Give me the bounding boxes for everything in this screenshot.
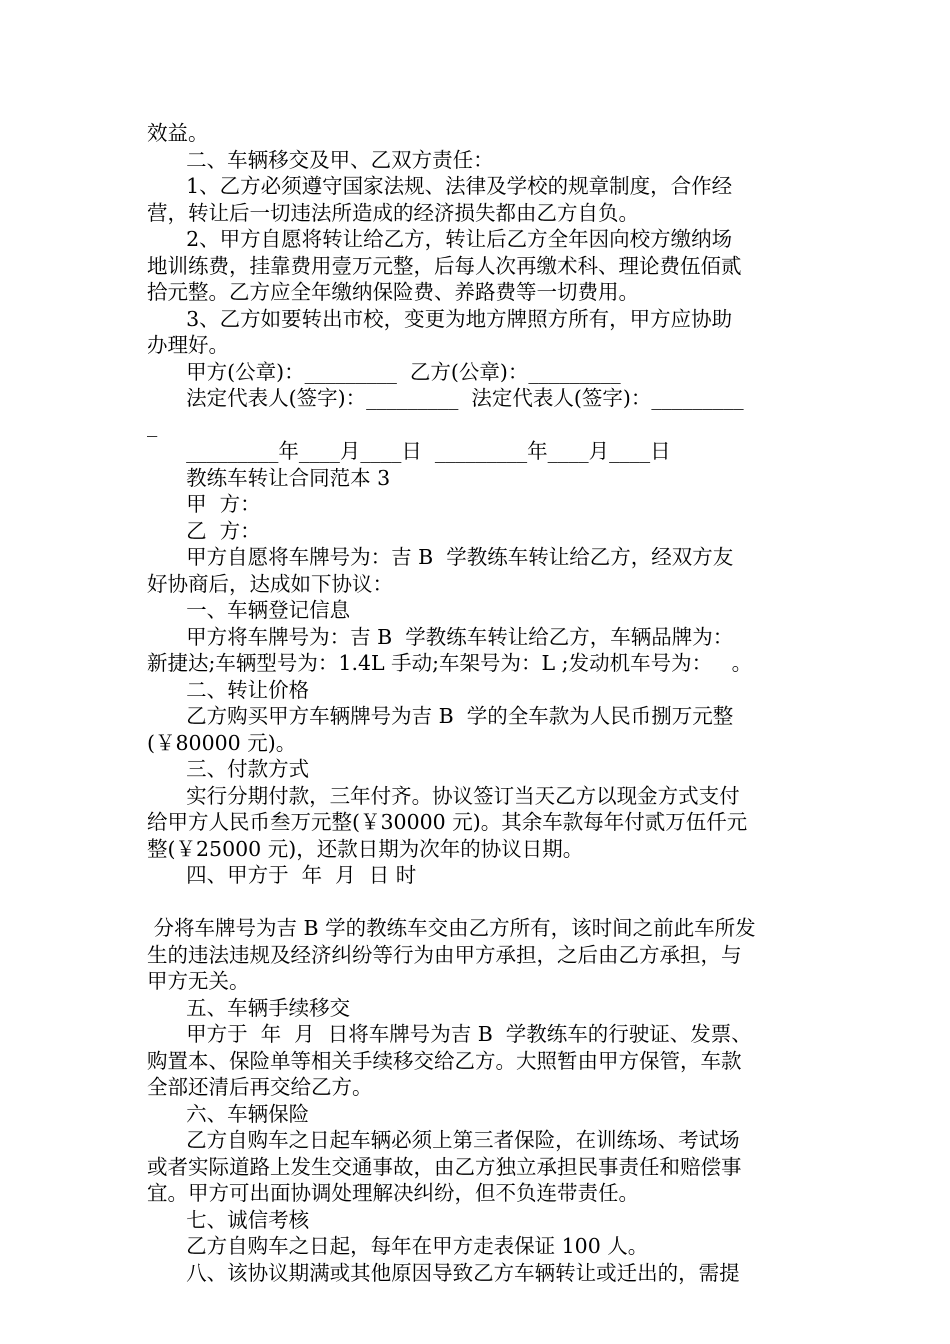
text-line: 营，转让后一切违法所造成的经济损失都由乙方自负。 <box>147 200 639 225</box>
text-line: 甲方自愿将车牌号为：吉 B 学教练车转让给乙方，经双方友 <box>147 545 734 569</box>
text-line: 好协商后，达成如下协议： <box>147 571 393 596</box>
party-a-line: 甲 方： <box>147 492 261 516</box>
text-line: 效益。 <box>147 121 209 145</box>
text-line: 甲方将车牌号为：吉 B 学教练车转让给乙方，车辆品牌为： <box>147 624 734 649</box>
text-line: 全部还清后再交给乙方。 <box>147 1075 373 1099</box>
section-heading: 二、车辆移交及甲、乙双方责任： <box>147 147 494 172</box>
signature-line: 甲方(公章)：_________ 乙方(公章)：_________ <box>147 359 621 384</box>
text-line: 整(￥25000 元)，还款日期为次年的协议日期。 <box>147 836 584 861</box>
signature-line: _ <box>147 412 158 437</box>
text-line: 1、乙方必须遵守国家法规、法律及学校的规章制度，合作经 <box>147 174 733 198</box>
section-heading: 五、车辆手续移交 <box>147 995 351 1020</box>
party-b-line: 乙 方： <box>147 518 261 543</box>
text-line: (￥80000 元)。 <box>147 730 297 755</box>
contract-title: 教练车转让合同范本 3 <box>147 465 391 490</box>
text-line: 甲方于 年 月 日将车牌号为吉 B 学教练车的行驶证、发票、 <box>147 1022 752 1046</box>
text-line: 宜。甲方可出面协调处理解决纠纷，但不负连带责任。 <box>147 1181 639 1205</box>
text-line: 购置本、保险单等相关手续移交给乙方。大照暂由甲方保管，车款 <box>147 1048 742 1073</box>
signature-line: 法定代表人(签字)：_________ 法定代表人(签字)：_________ <box>147 386 744 410</box>
section-heading: 三、付款方式 <box>147 757 310 781</box>
section-heading: 六、车辆保险 <box>147 1101 310 1126</box>
text-line: 拾元整。乙方应全年缴纳保险费、养路费等一切费用。 <box>147 280 639 304</box>
text-line: 生的违法违规及经济纠纷等行为由甲方承担，之后由乙方承担，与 <box>147 942 742 967</box>
text-line: 乙方自购车之日起车辆必须上第三者保险，在训练场、考试场 <box>147 1128 740 1152</box>
text-line: 给甲方人民币叁万元整(￥30000 元)。其余车款每年付贰万伍仟元 <box>147 810 748 834</box>
section-heading: 四、甲方于 年 月 日 时 <box>147 863 417 887</box>
text-line: 3、乙方如要转出市校，变更为地方牌照方所有，甲方应协助 <box>147 306 733 331</box>
section-heading: 一、车辆登记信息 <box>147 598 351 622</box>
text-line: 地训练费，挂靠费用壹万元整，后每人次再缴术科、理论费伍佰贰 <box>147 253 742 278</box>
text-line: 甲方无关。 <box>147 969 250 993</box>
text-line: 办理好。 <box>147 333 229 357</box>
text-line: 或者实际道路上发生交通事故，由乙方独立承担民事责任和赔偿事 <box>147 1154 742 1179</box>
date-line: _________年____月____日 _________年____月____日 <box>147 439 671 463</box>
text-line: 乙方购买甲方车辆牌号为吉 B 学的全车款为人民币捌万元整 <box>147 704 734 728</box>
text-line: 分将车牌号为吉 B 学的教练车交由乙方所有，该时间之前此车所发 <box>147 916 756 940</box>
text-line: 八、该协议期满或其他原因导致乙方车辆转让或迁出的，需提 <box>147 1260 740 1285</box>
text-line: 新捷达;车辆型号为：1.4L 手动;车架号为：L ;发动机车号为： 。 <box>147 651 753 675</box>
section-heading: 七、诚信考核 <box>147 1207 310 1232</box>
text-line: 2、甲方自愿将转让给乙方，转让后乙方全年因向校方缴纳场 <box>147 227 733 251</box>
blank-line <box>147 889 807 916</box>
text-line: 实行分期付款，三年付齐。协议签订当天乙方以现金方式支付 <box>147 783 740 808</box>
text-line: 乙方自购车之日起，每年在甲方走表保证 100 人。 <box>147 1234 649 1258</box>
section-heading: 二、转让价格 <box>147 677 310 702</box>
document-page <box>147 120 807 1286</box>
